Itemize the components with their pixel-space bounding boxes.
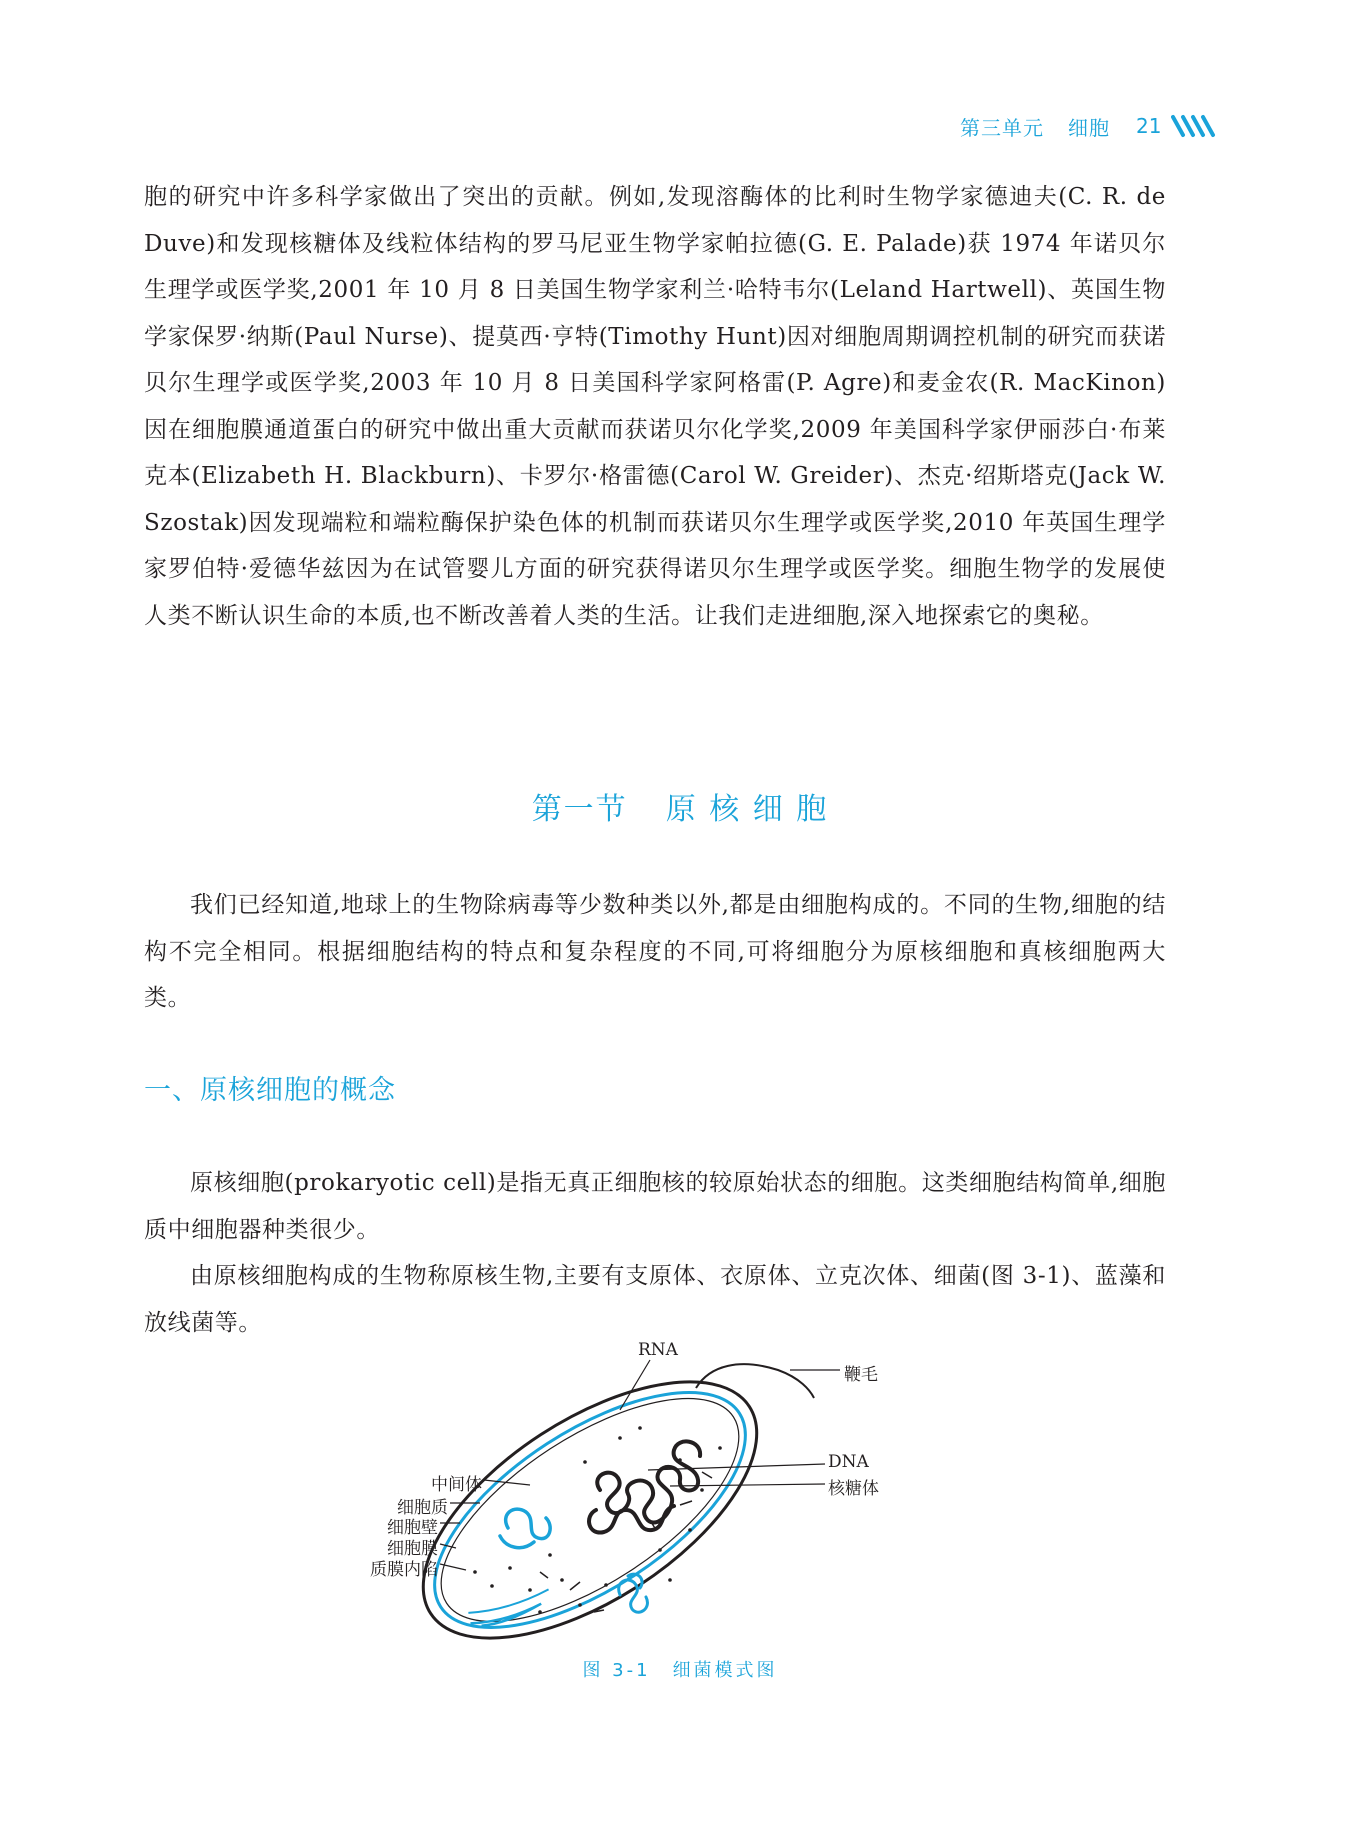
intro-paragraph: 胞的研究中许多科学家做出了突出的贡献。例如,发现溶酶体的比利时生物学家德迪夫(C. R. de Duve)和发现核糖体及线粒体结构的罗马尼亚生物学家帕拉德(G. E. Palade)获 1974 年诺贝尔生理学或医学奖,2001 年 10 月 8 日美国生物学家利兰·哈特韦尔(Leland Hartwell)、英国生物学家保罗·纳斯(Paul Nurse)、提莫西·亨特(Timothy Hunt)因对细胞周期调控机制的研究而获诺贝尔生理学或医学奖,2003 年 10 月 8 日美国科学家阿格雷(P. Agre)和麦金农(R. MacKinon)因在细胞膜通道蛋白的研究中做出重大贡献而获诺贝尔化学奖,2009 年美国科学家伊丽莎白·布莱克本(Elizabeth H. Blackburn)、卡罗尔·格雷德(Carol W. Greider)、杰克·绍斯塔克(Jack W. Szostak)因发现端粒和端粒酶保护染色体的机制而获诺贝尔生理学或医学奖,2010 年英国生理学家罗伯特·爱德华兹因为在试管婴儿方面的研究获得诺贝尔生理学或医学奖。细胞生物学的发展使人类不断认识生命的本质,也不断改善着人类的生活。让我们走进细胞,深入地探索它的奥秘。 <box>144 184 1166 629</box>
label-flagellum: 鞭毛 <box>844 1365 878 1385</box>
section-name: 原 核 细 胞 <box>665 792 829 827</box>
label-invagination: 质膜内陷 <box>370 1560 438 1580</box>
chapter-label: 细胞 <box>1068 115 1110 140</box>
label-cytoplasm: 细胞质 <box>397 1498 448 1518</box>
definition-paragraph: 原核细胞(prokaryotic cell)是指无真正细胞核的较原始状态的细胞。这类细胞结构简单,细胞质中细胞器种类很少。 <box>144 1170 1166 1243</box>
label-cell-wall: 细胞壁 <box>387 1518 438 1538</box>
label-cell-membrane: 细胞膜 <box>387 1539 438 1559</box>
label-dna: DNA <box>828 1452 869 1472</box>
examples-paragraph: 由原核细胞构成的生物称原核生物,主要有支原体、衣原体、立克次体、细菌(图 3-1)、蓝藻和放线菌等。 <box>144 1263 1166 1336</box>
section-intro-paragraph: 我们已经知道,地球上的生物除病毒等少数种类以外,都是由细胞构成的。不同的生物,细胞的结构不完全相同。根据细胞结构的特点和复杂程度的不同,可将细胞分为原核细胞和真核细胞两大类。 <box>144 892 1166 1011</box>
label-ribosome: 核糖体 <box>828 1479 879 1499</box>
caption-title: 细菌模式图 <box>672 1660 778 1681</box>
bacteria-illustration <box>380 1340 940 1660</box>
section-number: 第一节 <box>531 792 628 827</box>
figure-caption <box>0 1656 1360 1682</box>
bacteria-diagram <box>370 1340 940 1660</box>
caption-number: 图 3-1 <box>582 1660 651 1681</box>
unit-label: 第三单元 <box>960 115 1044 140</box>
label-mesosome: 中间体 <box>431 1475 482 1495</box>
label-rna: RNA <box>638 1340 678 1360</box>
page-number: 21 <box>1136 114 1162 138</box>
subsection-heading: 一、原核细胞的概念 <box>144 1075 396 1106</box>
section-title <box>0 784 1360 828</box>
running-header <box>960 108 1260 144</box>
triple-slash-icon <box>1171 113 1219 139</box>
